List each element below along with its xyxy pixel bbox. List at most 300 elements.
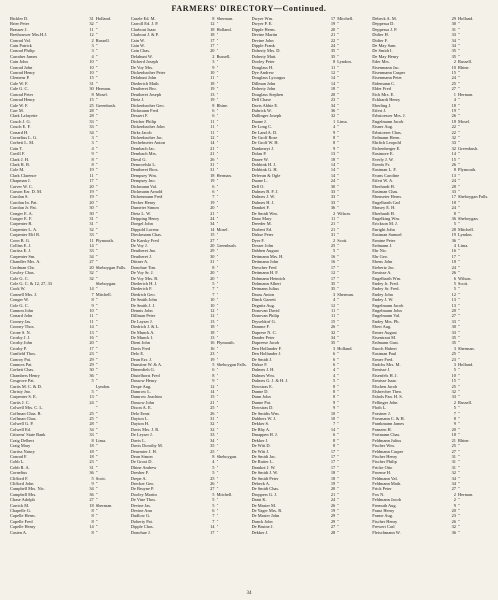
- entry-section: 12: [451, 291, 456, 297]
- entry-section: 28: [451, 226, 456, 232]
- entry-section: 6: [333, 362, 336, 367]
- entry-name: Cale W. F.: [10, 102, 29, 108]
- entry-name: Enoch Hubert: [372, 345, 397, 351]
- entry-town: Sherman.: [95, 502, 113, 508]
- entry-section: 5: [91, 475, 94, 481]
- entry-name: Connell Mrs. J.: [10, 291, 38, 297]
- entry-section: 12: [210, 134, 215, 140]
- entry-section: 2: [212, 53, 215, 59]
- entry-section: 25: [451, 383, 456, 389]
- entry-name: Dumeier Simon: [130, 205, 159, 211]
- directory-column: [131, 16, 247, 590]
- entry-section: 5: [91, 378, 94, 384]
- entry-name: Duprese N. C.: [251, 329, 277, 335]
- entry-section: 8: [212, 372, 215, 378]
- entry-section: 36: [89, 491, 94, 497]
- entry-section: 17: [210, 37, 215, 43]
- entry-section: 15: [210, 394, 215, 400]
- entry-name: Debeck A.: [251, 480, 271, 486]
- entry-section: 2: [333, 210, 336, 216]
- entry-name: Cole G. C. & 12, 27, 33: [10, 280, 52, 286]
- entry-town: Plymouth.: [95, 237, 114, 243]
- entry-town: ": [216, 259, 219, 265]
- entry-name: Doherty Pat.: [130, 518, 153, 524]
- entry-town: ": [337, 286, 340, 292]
- entry-name: Eberhardt H.: [372, 183, 395, 189]
- entry-name: De Witt D.: [251, 443, 271, 449]
- entry-town: ": [337, 264, 340, 270]
- entry-section: 34: [451, 480, 456, 486]
- entry-name: Curtiss E. J.: [10, 248, 32, 254]
- entry-town: ": [337, 416, 340, 422]
- entry-section: 14: [330, 75, 336, 81]
- entry-town: ": [216, 313, 219, 319]
- entry-section: 19: [451, 107, 456, 113]
- entry-town: ": [216, 367, 219, 373]
- entry-name: Conrad Peter: [10, 91, 34, 97]
- entry-name: Dmappen H. J.: [251, 432, 278, 438]
- entry-section: 26: [451, 518, 456, 524]
- entry-section: 24: [330, 178, 336, 184]
- entry-name: Delo E.: [130, 351, 145, 357]
- entry-town: ": [337, 248, 340, 254]
- entry-section: 28: [89, 113, 94, 119]
- entry-town: ": [95, 372, 98, 378]
- entry-section: 21: [330, 226, 336, 232]
- entry-section: 3: [91, 134, 94, 140]
- entry-name: Conrad Val.: [10, 37, 31, 43]
- entry-name: Dayton L.: [130, 416, 149, 422]
- entry-town: ": [216, 107, 219, 113]
- entry-section: 27: [451, 448, 456, 454]
- entry-town: ": [216, 399, 219, 405]
- entry-section: 20: [210, 270, 215, 276]
- entry-town: ": [216, 80, 219, 86]
- entry-town: Sheboygan.: [95, 280, 117, 286]
- entry-town: ": [458, 102, 460, 108]
- entry-name: Clarbout J. & P.: [130, 32, 159, 38]
- entry-section: 30: [89, 205, 94, 211]
- entry-section: 21: [210, 210, 215, 216]
- entry-section: 20: [451, 307, 456, 313]
- entry-section: 10: [451, 372, 456, 378]
- entry-town: ": [458, 453, 460, 459]
- entry-section: 33: [210, 432, 215, 438]
- entry-name: Conroy Pat.: [10, 356, 31, 362]
- entry-name: Dimerdieh G.: [130, 367, 155, 373]
- entry-town: ": [337, 480, 340, 486]
- entry-town: Russell.: [458, 59, 473, 65]
- entry-section: 26: [210, 410, 215, 416]
- entry-section: 32: [330, 329, 336, 335]
- entry-section: 18: [210, 172, 215, 178]
- entry-town: ": [337, 529, 340, 535]
- entry-section: 17: [210, 43, 215, 49]
- entry-name: Diedrich Geo.: [130, 291, 156, 297]
- entry-town: ": [337, 443, 340, 449]
- entry-town: ": [216, 75, 219, 81]
- entry-section: 11: [210, 124, 215, 130]
- entry-town: ": [216, 59, 219, 65]
- entry-section: 14: [330, 161, 336, 167]
- entry-section: 17: [330, 16, 336, 21]
- entry-section: 32: [210, 426, 215, 432]
- entry-section: 34: [89, 253, 94, 259]
- entry-town: ": [458, 26, 460, 32]
- entry-section: 5: [212, 280, 215, 286]
- entry-town: ": [458, 248, 460, 254]
- entry-section: 30: [330, 183, 336, 189]
- entry-name: Conger E. A.: [10, 210, 33, 216]
- entry-section: 36: [330, 107, 336, 113]
- entry-name: Endey John: [372, 291, 393, 297]
- entry-section: 24: [210, 216, 215, 222]
- entry-town: ": [337, 307, 340, 313]
- entry-section: 12: [330, 70, 336, 76]
- entry-town: ": [337, 394, 340, 400]
- entry-section: 32: [89, 270, 94, 276]
- entry-section: 14: [210, 524, 215, 530]
- entry-section: 11: [89, 318, 94, 324]
- entry-town: ": [216, 459, 219, 465]
- entry-section: 7: [212, 513, 215, 519]
- entry-section: 17: [330, 264, 336, 270]
- entry-name: Cannon John: [10, 307, 34, 313]
- entry-section: 2: [453, 491, 456, 497]
- entry-section: 5: [91, 389, 94, 395]
- entry-name: Casele Ed. M.: [130, 16, 156, 21]
- entry-town: ": [337, 378, 340, 384]
- entry-section: 19: [210, 178, 215, 184]
- entry-name: Duane L.: [251, 178, 268, 184]
- entry-name: Cain Patrick: [10, 43, 32, 49]
- entry-section: 32: [89, 21, 94, 27]
- entry-name: Brauser J.: [10, 26, 28, 32]
- entry-town: ": [337, 161, 340, 167]
- entry-name: Endey Jr. Fred.: [372, 280, 399, 286]
- entry-name: Conger W.: [10, 297, 29, 303]
- entry-name: Everly J. W.: [372, 156, 394, 162]
- entry-town: ": [95, 178, 98, 184]
- entry-town: ": [95, 189, 98, 194]
- entry-name: Engelmann Jacob: [372, 302, 404, 308]
- entry-section: 19: [330, 480, 336, 486]
- entry-town: ": [95, 524, 98, 530]
- entry-name: Carpenter L. A.: [10, 226, 38, 232]
- entry-name: Franz Henry: [372, 507, 395, 513]
- entry-name: De Smidt J.: [251, 356, 273, 362]
- entry-town: ": [216, 432, 219, 438]
- entry-section: 10: [330, 410, 336, 416]
- entry-name: Den Hollander F.: [251, 345, 282, 351]
- entry-name: Carpenter Elif R.: [10, 232, 41, 238]
- entry-name: Eastmore E.: [372, 151, 394, 157]
- entry-section: 4: [333, 367, 336, 373]
- entry-town: ": [95, 259, 98, 265]
- entry-town: ": [216, 70, 219, 76]
- entry-section: 29: [210, 248, 215, 254]
- entry-name: De Smidt J. W.: [251, 470, 278, 476]
- entry-town: ": [216, 426, 219, 432]
- entry-town: ": [337, 410, 340, 416]
- entry-town: ": [337, 134, 340, 140]
- entry-town: ": [337, 324, 340, 330]
- entry-town: ": [95, 421, 98, 427]
- entry-town: ": [95, 367, 98, 373]
- entry-name: Devine Jas.: [130, 502, 151, 508]
- entry-town: ": [458, 324, 460, 330]
- entry-name: Dulmes J. H.: [251, 367, 275, 373]
- entry-town: Herman.: [95, 86, 111, 92]
- entry-section: 36: [451, 216, 456, 222]
- entry-town: ": [337, 297, 340, 303]
- entry-town: ": [95, 210, 98, 216]
- entry-name: Carpenter S. E.: [10, 394, 37, 400]
- entry-town: ": [95, 362, 98, 367]
- entry-town: ": [95, 145, 98, 151]
- entry-name: Dabben August: [251, 248, 279, 254]
- directory-entry: [252, 530, 368, 535]
- entry-section: 25: [451, 443, 456, 449]
- entry-town: Plymouth.: [216, 340, 235, 346]
- entry-section: 8: [91, 437, 94, 443]
- directory-entry: [10, 530, 126, 535]
- entry-name: Dyer F.: [251, 237, 265, 243]
- entry-town: ": [95, 340, 98, 346]
- entry-section: 8: [333, 134, 336, 140]
- entry-town: ": [337, 243, 340, 249]
- entry-town: ": [337, 334, 340, 340]
- entry-name: Ebert Aug.: [372, 324, 392, 330]
- entry-name: Carolan S.: [10, 194, 29, 200]
- entry-name: De Voy Mrs.: [130, 64, 154, 70]
- entry-section: 19: [210, 356, 215, 362]
- entry-town: ": [95, 107, 98, 113]
- entry-section: 29: [89, 362, 94, 367]
- entry-town: ": [95, 416, 98, 422]
- entry-name: De Voy J.: [130, 243, 148, 249]
- entry-town: ": [95, 134, 98, 140]
- entry-town: ": [337, 37, 340, 43]
- entry-name: Dohmann Heinrich: [251, 275, 286, 281]
- entry-name: Eich Mrs. E.: [372, 91, 395, 97]
- entry-town: ": [216, 475, 219, 481]
- entry-section: 27: [330, 524, 336, 530]
- entry-town: Scott.: [458, 280, 469, 286]
- entry-name: Engelmann Val.: [372, 313, 401, 319]
- entry-town: ": [216, 486, 219, 492]
- entry-town: ": [458, 464, 460, 470]
- entry-name: Eichenberger E.: [372, 145, 401, 151]
- entry-town: ": [95, 194, 98, 200]
- entry-name: Erickson M. J.: [372, 221, 398, 227]
- entry-name: Diestl G.: [130, 156, 147, 162]
- entry-town: ": [95, 356, 98, 362]
- entry-section: 20: [210, 243, 215, 249]
- entry-town: ": [337, 486, 340, 492]
- entry-section: 17: [330, 453, 336, 459]
- entry-town: ": [95, 394, 98, 400]
- entry-town: ": [337, 362, 340, 367]
- entry-section: 22: [330, 37, 336, 43]
- entry-section: 12: [89, 32, 94, 38]
- entry-town: ": [95, 80, 98, 86]
- entry-section: 18: [451, 102, 456, 108]
- entry-name: Dennis John: [130, 307, 153, 313]
- entry-town: ": [216, 324, 219, 330]
- entry-town: ": [95, 464, 98, 470]
- entry-town: ": [458, 259, 460, 265]
- entry-town: ": [216, 37, 219, 43]
- entry-town: ": [458, 161, 460, 167]
- entry-town: ": [95, 43, 98, 49]
- entry-section: 10: [89, 70, 94, 76]
- entry-name: De Groff Rose: [251, 134, 278, 140]
- entry-town: ": [458, 37, 460, 43]
- entry-town: ": [458, 183, 460, 189]
- entry-town: Herman.: [216, 172, 232, 178]
- entry-town: ": [458, 351, 460, 357]
- entry-town: ": [458, 221, 460, 227]
- entry-town: ": [337, 313, 340, 319]
- entry-town: ": [216, 216, 219, 222]
- entry-town: ": [95, 248, 98, 254]
- entry-name: Engelmann John: [372, 307, 402, 313]
- entry-town: ": [95, 470, 98, 476]
- entry-section: 16: [210, 345, 215, 351]
- entry-section: 25: [451, 80, 456, 86]
- entry-town: ": [216, 394, 219, 400]
- entry-town: ": [95, 140, 98, 146]
- entry-section: 8: [453, 416, 456, 422]
- entry-name: Frewert Carl: [372, 524, 395, 530]
- entry-name: Couch J. G.: [10, 118, 31, 124]
- entry-town: Mitchell.: [216, 491, 233, 497]
- entry-name: Eidemann C.: [372, 80, 396, 86]
- entry-name: Dunne D.: [251, 389, 269, 395]
- entry-section: 5: [453, 286, 456, 292]
- entry-town: Russell.: [458, 399, 473, 405]
- entry-section: 20: [210, 205, 215, 211]
- entry-section: 17: [451, 253, 456, 259]
- entry-name: Deutheret Joseph: [130, 91, 162, 97]
- entry-name: Christy Jno.: [10, 389, 32, 395]
- entry-name: De Layser J.: [130, 318, 153, 324]
- entry-town: ": [337, 270, 340, 276]
- directory-column: [372, 16, 488, 590]
- entry-section: 34: [451, 43, 456, 49]
- entry-name: Dunn John: [251, 394, 271, 400]
- entry-section: 25: [451, 351, 456, 357]
- entry-town: ": [95, 232, 98, 238]
- entry-name: Davis L.: [130, 437, 146, 443]
- entry-town: ": [95, 459, 98, 465]
- entry-section: 21: [330, 32, 336, 38]
- entry-section: 8: [333, 437, 336, 443]
- entry-name: Dowstras E.: [251, 383, 273, 389]
- entry-town: ": [337, 140, 340, 146]
- entry-name: Brethouwer Mrs.H.J.: [10, 32, 48, 38]
- entry-name: Cain Chas.: [130, 48, 151, 54]
- entry-name: Couch E. F.: [10, 124, 31, 130]
- entry-town: ": [337, 513, 340, 519]
- entry-section: 15: [451, 70, 456, 76]
- entry-section: 13: [210, 91, 215, 97]
- entry-town: ": [458, 318, 460, 324]
- entry-town: ": [337, 507, 340, 513]
- entry-town: ": [216, 210, 219, 216]
- entry-town: Sherman.: [458, 345, 475, 351]
- entry-name: Dooley Martin: [130, 491, 157, 497]
- entry-section: 5: [212, 491, 215, 497]
- entry-name: Drescher Fred: [251, 264, 277, 270]
- entry-town: ": [337, 53, 340, 59]
- entry-section: 2: [453, 59, 456, 65]
- entry-town: ": [95, 113, 98, 119]
- entry-town: ": [216, 286, 219, 292]
- entry-town: ": [337, 372, 340, 378]
- entry-section: 27: [89, 259, 94, 265]
- entry-name: Feldmann Casper: [372, 448, 404, 454]
- entry-town: ": [216, 518, 219, 524]
- entry-name: Drecker Geo.: [130, 480, 155, 486]
- entry-town: ": [458, 329, 460, 335]
- entry-section: 17: [330, 464, 336, 470]
- entry-name: Cain W.: [130, 37, 145, 43]
- entry-town: ": [95, 75, 98, 81]
- page-header: FARMERS' DIRECTORY—Continued.: [171, 4, 327, 13]
- entry-section: 17: [89, 178, 94, 184]
- entry-section: 7: [212, 286, 215, 292]
- entry-town: ": [95, 156, 98, 162]
- entry-town: ": [337, 399, 340, 405]
- entry-section: 15: [89, 97, 94, 103]
- entry-town: Herman.: [458, 491, 474, 497]
- entry-section: 33: [89, 432, 94, 438]
- entry-name: Eckhardt Henry: [372, 97, 401, 103]
- entry-name: Dirkse F.: [251, 362, 268, 367]
- entry-name: Debeck A. M.: [372, 16, 397, 21]
- entry-town: ": [95, 64, 98, 70]
- entry-town: Plymouth.: [458, 167, 477, 173]
- entry-town: ": [95, 32, 98, 38]
- entry-name: Cobb L.: [10, 459, 25, 465]
- entry-name: Chandler Mrs. A.: [10, 259, 41, 265]
- entry-section: 35: [330, 53, 336, 59]
- entry-section: 6: [453, 275, 456, 281]
- entry-town: ": [216, 524, 219, 530]
- entry-town: ": [337, 232, 340, 238]
- entry-town: Lima.: [458, 243, 469, 249]
- entry-name: Dirks Jacob: [130, 129, 152, 135]
- entry-section: 11: [331, 64, 336, 70]
- entry-town: ": [95, 226, 98, 232]
- entry-town: Russell.: [216, 53, 231, 59]
- entry-section: 7: [212, 291, 215, 297]
- entry-name: Campbell Mrs.: [10, 491, 37, 497]
- entry-name: Delevan & Ogle: [251, 172, 281, 178]
- entry-section: 19: [330, 21, 336, 27]
- entry-town: ": [337, 464, 340, 470]
- entry-town: ": [216, 91, 219, 97]
- entry-section: 1: [453, 91, 456, 97]
- entry-town: ": [337, 21, 340, 27]
- entry-name: Deppessa D.: [372, 21, 395, 27]
- entry-name: Cain T.: [10, 145, 23, 151]
- entry-name: Deppessa J. P.: [372, 26, 398, 32]
- entry-name: De Smith J. J.: [130, 302, 156, 308]
- entry-name: De Smidt I.: [372, 48, 393, 54]
